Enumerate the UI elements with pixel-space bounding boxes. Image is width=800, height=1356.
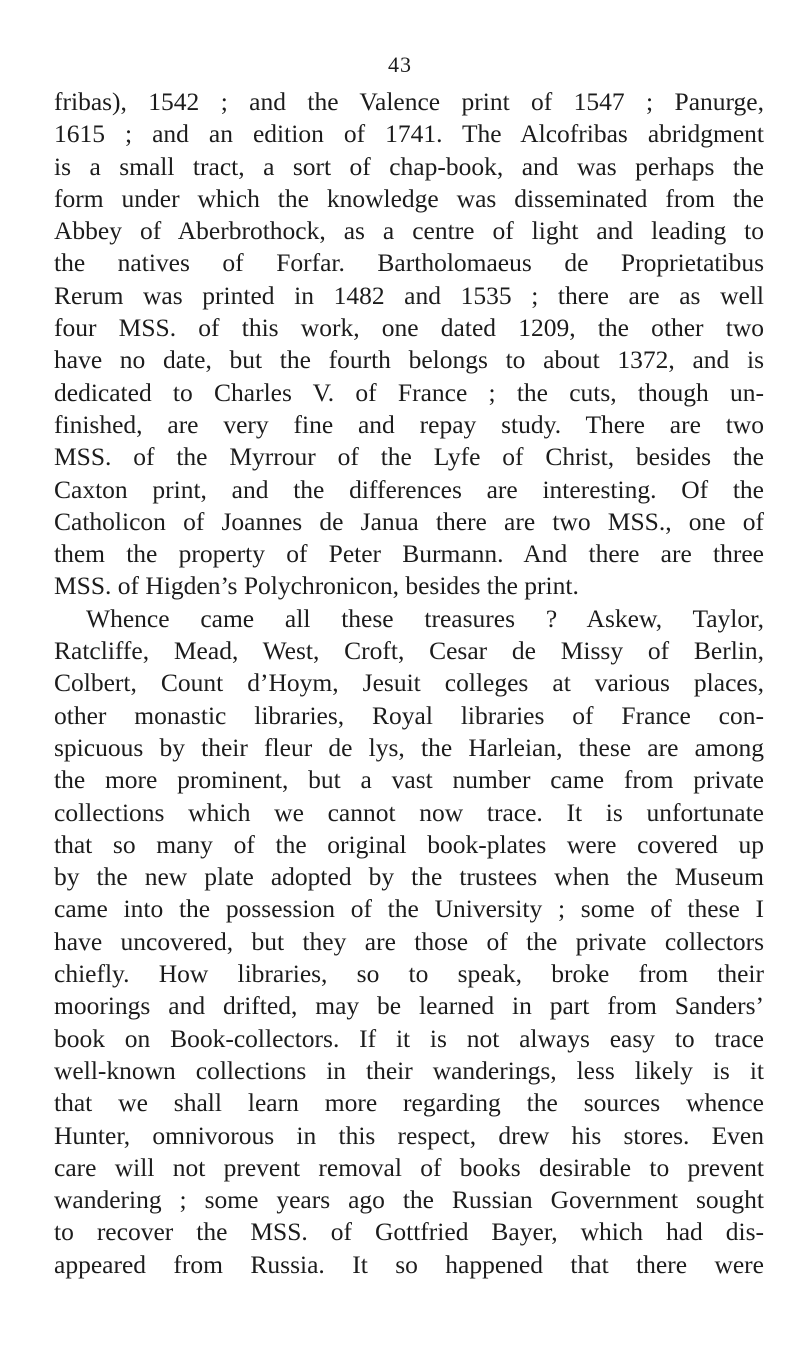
text-line: the natives of Forfar. Bartholomaeus de Proprietatibus <box>54 248 764 278</box>
text-line: dedicated to Charles V. of France ; the cuts, though un- <box>54 377 764 407</box>
text-line: Rerum was printed in 1482 and 1535 ; there are as well <box>54 280 764 310</box>
text-line: that so many of the original book-plates were covered up <box>54 829 764 859</box>
text-line: that we shall learn more regarding the sources whence <box>54 1088 764 1118</box>
text-line: the more prominent, but a vast number came from private <box>54 765 764 795</box>
text-line: well-known collections in their wanderings, less likely is it <box>54 1055 764 1085</box>
text-line: MSS. of Higden’s Polychronicon, besides the print. <box>54 571 579 601</box>
body-text <box>54 86 764 1281</box>
text-line: other monastic libraries, Royal libraries of France con- <box>54 700 764 730</box>
text-line: came into the possession of the University ; some of these I <box>54 894 764 924</box>
text-line: form under which the knowledge was disseminated from the <box>54 183 764 213</box>
page-number: 43 <box>388 52 412 77</box>
text-line: wandering ; some years ago the Russian Government sought <box>54 1185 764 1215</box>
text-line: Abbey of Aberbrothock, as a centre of light and leading to <box>54 216 764 246</box>
text-line: Hunter, omnivorous in this respect, drew his stores. Even <box>54 1120 764 1150</box>
text-line: Catholicon of Joannes de Janua there are two MSS., one of <box>54 506 764 536</box>
text-line: appeared from Russia. It so happened that there were <box>54 1249 764 1279</box>
text-line: four MSS. of this work, one dated 1209, the other two <box>54 313 764 343</box>
text-line: spicuous by their fleur de lys, the Harleian, these are among <box>54 732 764 762</box>
text-line: collections which we cannot now trace. It is unfortunate <box>54 797 764 827</box>
text-line: fribas), 1542 ; and the Valence print of 1547 ; Panurge, <box>54 87 764 116</box>
text-line: Ratcliffe, Mead, West, Croft, Cesar de Missy of Berlin, <box>54 636 764 666</box>
text-line: by the new plate adopted by the trustees when the Museum <box>54 862 764 892</box>
text-line: care will not prevent removal of books desirable to prevent <box>54 1152 764 1182</box>
text-line: 1615 ; and an edition of 1741. The Alcofribas abridgment <box>54 119 764 149</box>
text-line: Caxton print, and the differences are interesting. Of the <box>54 474 764 504</box>
text-line: is a small tract, a sort of chap-book, and was perhaps the <box>54 151 764 181</box>
text-line: Colbert, Count d’Hoym, Jesuit colleges at various places, <box>54 668 764 698</box>
text-line: MSS. of the Myrrour of the Lyfe of Christ, besides the <box>54 442 764 472</box>
text-line: to recover the MSS. of Gottfried Bayer, which had dis- <box>54 1217 764 1247</box>
text-line: them the property of Peter Burmann. And there are three <box>54 539 764 569</box>
text-line: chiefly. How libraries, so to speak, broke from their <box>54 959 764 989</box>
text-line: have uncovered, but they are those of the private collectors <box>54 926 764 956</box>
text-line: Whence came all these treasures ? Askew, Taylor, <box>86 603 764 633</box>
text-line: finished, are very fine and repay study. There are two <box>54 409 764 439</box>
text-line: book on Book-collectors. If it is not always easy to trace <box>54 1023 764 1053</box>
text-line: have no date, but the fourth belongs to about 1372, and is <box>54 345 764 375</box>
text-line: moorings and drifted, may be learned in part from Sanders’ <box>54 991 764 1021</box>
